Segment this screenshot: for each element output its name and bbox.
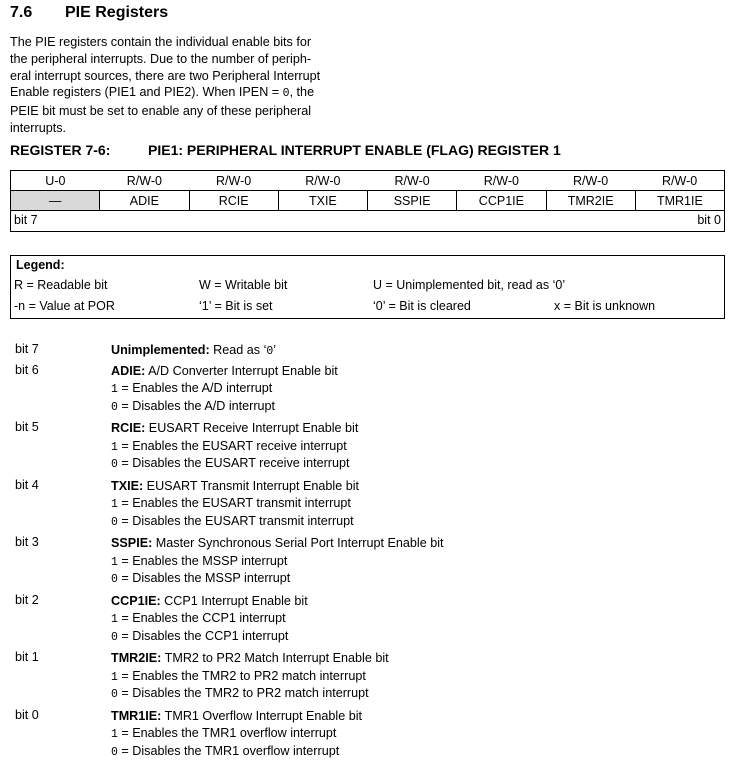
bit-field-desc: A/D Converter Interrupt Enable bit xyxy=(145,363,338,378)
bit-description xyxy=(15,420,715,473)
legend-readable: R = Readable bit xyxy=(14,278,108,292)
bit-value: 0 xyxy=(111,745,118,759)
bit-value-desc: = Enables the EUSART transmit interrupt xyxy=(117,496,351,510)
bit-field-name: SSPIE: xyxy=(111,536,153,550)
bit-position-labels xyxy=(10,210,725,232)
bit-number: bit 6 xyxy=(15,362,39,377)
bit-number: bit 1 xyxy=(15,650,39,664)
access-row xyxy=(11,171,725,191)
bit-value-desc: = Disables the CCP1 interrupt xyxy=(117,628,289,643)
bit-value: 0 xyxy=(111,458,118,471)
bit-description xyxy=(15,593,715,646)
msb-label: bit 7 xyxy=(14,213,38,227)
bit-field-name: TMR2IE: xyxy=(111,651,162,665)
bit-value-desc: = Enables the MSSP interrupt xyxy=(117,553,288,568)
bit-description xyxy=(15,363,715,416)
bit-field-name: ADIE: xyxy=(111,363,146,378)
bit-value-desc: = Disables the TMR2 to PR2 match interrupt xyxy=(117,686,369,700)
bit-field-desc: EUSART Transmit Interrupt Enable bit xyxy=(143,478,360,493)
bit-field-desc: CCP1 Interrupt Enable bit xyxy=(160,593,308,608)
bit-value: 1 xyxy=(111,555,118,569)
section-number: 7.6 xyxy=(10,4,33,21)
bit-value-desc: = Enables the EUSART receive interrupt xyxy=(117,438,347,453)
bit-number: bit 5 xyxy=(15,420,39,434)
bit-value-desc: = Disables the EUSART receive interrupt xyxy=(117,456,350,470)
bit-field-desc-tail: ’ xyxy=(273,343,277,357)
bit-name-cell: CCP1IE xyxy=(457,191,546,211)
bit-value: 1 xyxy=(111,670,118,684)
bit-field-desc: Master Synchronous Serial Port Interrupt Enable bit xyxy=(152,536,444,550)
bit-value: 0 xyxy=(266,345,274,358)
bit-descriptions xyxy=(15,342,715,760)
bit-value: 0 xyxy=(111,688,118,701)
bit-field-name: CCP1IE: xyxy=(111,593,161,608)
bit-field-name: RCIE: xyxy=(111,421,146,435)
bit-description xyxy=(15,478,715,531)
bit-value: 0 xyxy=(111,630,118,644)
bit-number: bit 4 xyxy=(15,477,39,492)
access-cell: U-0 xyxy=(11,171,100,191)
bit-name-cell: ADIE xyxy=(100,191,189,211)
bit-field-name: TMR1IE: xyxy=(111,708,162,723)
bit-value: 1 xyxy=(111,728,118,741)
intro-line: PEIE bit must be set to enable any of these peripheral xyxy=(10,104,312,119)
lsb-label: bit 0 xyxy=(697,213,721,227)
bit-number: bit 0 xyxy=(15,707,39,722)
access-cell: R/W-0 xyxy=(457,171,546,191)
bit-value: 1 xyxy=(111,440,118,454)
bit-value: 1 xyxy=(111,498,118,511)
bit-description xyxy=(15,535,715,588)
intro-line xyxy=(10,84,350,103)
bit-value-desc: = Enables the A/D interrupt xyxy=(117,381,273,395)
access-cell: R/W-0 xyxy=(635,171,724,191)
access-cell: R/W-0 xyxy=(546,171,635,191)
legend-cleared: ‘0’ = Bit is cleared xyxy=(373,299,471,313)
legend-title: Legend: xyxy=(16,258,65,272)
bit-field-desc: TMR2 to PR2 Match Interrupt Enable bit xyxy=(161,651,389,665)
register-title xyxy=(10,142,561,158)
bit-value-desc: = Disables the EUSART transmit interrupt xyxy=(117,513,354,528)
bit-value: 0 xyxy=(111,400,118,414)
bit-name-cell: TXIE xyxy=(278,191,367,211)
bit-value-desc: = Enables the TMR2 to PR2 match interrupt xyxy=(117,668,366,683)
section-title: PIE Registers xyxy=(65,4,169,21)
legend-unimplemented: U = Unimplemented bit, read as ‘0’ xyxy=(373,278,566,292)
legend-box xyxy=(10,255,725,319)
bit-name-cell: TMR1IE xyxy=(635,191,724,211)
bit-field-name: TXIE: xyxy=(111,478,144,493)
bit-number: bit 7 xyxy=(15,342,39,356)
bit-field-desc: TMR1 Overflow Interrupt Enable bit xyxy=(161,708,363,723)
section-heading xyxy=(10,4,168,22)
bit-description xyxy=(15,708,715,761)
intro-line-tail: , the xyxy=(289,85,315,100)
bit-name-cell: RCIE xyxy=(189,191,278,211)
bit-value-desc: = Disables the A/D interrupt xyxy=(117,398,276,413)
bit-name-cell: — xyxy=(11,191,100,211)
access-cell: R/W-0 xyxy=(368,171,457,191)
legend-writable: W = Writable bit xyxy=(199,278,288,292)
intro-paragraph xyxy=(10,34,350,137)
bit-value: 1 xyxy=(111,383,118,396)
register-bit-table xyxy=(10,170,725,211)
intro-line: eral interrupt sources, there are two Peripheral Interrupt xyxy=(10,68,321,83)
register-number: REGISTER 7-6: xyxy=(10,142,111,158)
bit-value-desc: = Enables the CCP1 interrupt xyxy=(117,611,286,625)
intro-line: The PIE registers contain the individual enable bits for xyxy=(10,35,312,49)
register-name: PIE1: PERIPHERAL INTERRUPT ENABLE (FLAG) REGISTER 1 xyxy=(148,142,561,158)
access-cell: R/W-0 xyxy=(278,171,367,191)
legend-por: -n = Value at POR xyxy=(14,299,115,313)
intro-line-text: Enable registers (PIE1 and PIE2). When IPEN = xyxy=(10,85,283,100)
bit-value-desc: = Enables the TMR1 overflow interrupt xyxy=(117,726,337,740)
bit-value: 0 xyxy=(111,515,118,529)
bit-value: 0 xyxy=(111,573,118,586)
access-cell: R/W-0 xyxy=(100,171,189,191)
bit-value: 1 xyxy=(111,613,118,626)
intro-line: the peripheral interrupts. Due to the number of periph- xyxy=(10,51,312,66)
intro-line: interrupts. xyxy=(10,120,66,135)
legend-unknown: x = Bit is unknown xyxy=(554,299,656,313)
access-cell: R/W-0 xyxy=(189,171,278,191)
bit-field-name: Unimplemented: xyxy=(111,343,210,357)
bit-name-row xyxy=(11,191,725,211)
bit-value-desc: = Disables the TMR1 overflow interrupt xyxy=(117,743,340,758)
bit-name-cell: SSPIE xyxy=(368,191,457,211)
bit-value-desc: = Disables the MSSP interrupt xyxy=(117,571,291,585)
bit-description xyxy=(15,342,715,360)
legend-set: ‘1’ = Bit is set xyxy=(199,299,273,313)
bit-field-desc: EUSART Receive Interrupt Enable bit xyxy=(145,421,359,435)
bit-field-desc: Read as ‘ xyxy=(209,343,267,357)
bit-number: bit 2 xyxy=(15,592,39,607)
bit-name-cell: TMR2IE xyxy=(546,191,635,211)
bit-number: bit 3 xyxy=(15,535,39,549)
ipen-value: 0 xyxy=(282,87,290,101)
bit-description xyxy=(15,650,715,703)
